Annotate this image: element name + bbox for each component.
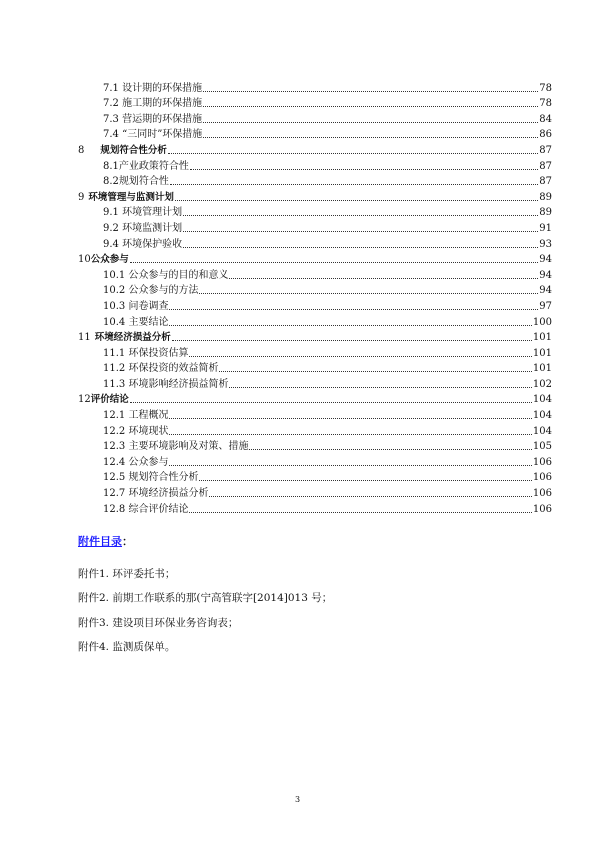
toc-dot-leader <box>130 402 532 403</box>
toc-entry-label <box>103 176 169 188</box>
toc-entry-title: 12.1 工程概况 <box>103 410 169 422</box>
toc-entry-title: 12.4 公众参与 <box>103 456 169 468</box>
toc-dot-leader <box>170 184 538 185</box>
toc-entry-label <box>103 239 182 251</box>
toc-entry-page: 104 <box>532 425 552 437</box>
toc-entry-number: 9 <box>78 191 85 203</box>
toc-entry-title: 规划符合性分析 <box>100 144 167 156</box>
toc-dot-leader <box>172 340 532 341</box>
toc-dot-leader <box>190 169 538 170</box>
toc-entry-page: 104 <box>532 410 552 422</box>
toc-entry-page: 101 <box>532 363 552 375</box>
toc-dot-leader <box>203 91 538 92</box>
appendix-item: 附件4. 监测质保单。 <box>78 640 176 653</box>
toc-entry-page: 100 <box>532 316 552 328</box>
toc-entry-page: 93 <box>539 238 552 250</box>
toc-entry-page: 97 <box>539 300 552 312</box>
toc-entry[interactable] <box>78 469 552 485</box>
toc-entry-page: 89 <box>539 207 552 219</box>
toc-entry-label <box>78 394 129 406</box>
toc-entry[interactable] <box>78 453 552 469</box>
toc-entry[interactable] <box>78 344 552 360</box>
toc-entry-title: 评价结论 <box>90 394 129 406</box>
toc-entry[interactable] <box>78 95 552 111</box>
toc-entry[interactable] <box>78 157 552 173</box>
toc-entry[interactable] <box>78 406 552 422</box>
toc-entry-page: 94 <box>539 254 552 266</box>
toc-entry-title: 9.4 环境保护验收 <box>103 238 183 250</box>
toc-entry-page: 104 <box>532 394 552 406</box>
toc-entry[interactable] <box>78 79 552 95</box>
toc-entry-page: 84 <box>539 113 552 125</box>
toc-entry-page: 105 <box>532 441 552 453</box>
toc-entry-label <box>103 317 168 329</box>
toc-entry[interactable] <box>78 173 552 189</box>
toc-entry-title: 7.3 营运期的环保措施 <box>103 113 203 125</box>
toc-dot-leader <box>203 122 538 123</box>
toc-entry-page: 106 <box>532 488 552 500</box>
toc-entry[interactable] <box>78 204 552 220</box>
toc-entry-title: 10.2 公众参与的方法 <box>103 285 199 297</box>
toc-entry[interactable] <box>78 329 552 345</box>
toc-entry-page: 86 <box>539 129 552 141</box>
toc-dot-leader <box>175 200 538 201</box>
toc-entry-label <box>103 161 189 173</box>
toc-entry-page: 94 <box>539 285 552 297</box>
toc-entry-page: 87 <box>539 160 552 172</box>
toc-dot-leader <box>183 215 538 216</box>
toc-entry-title: 9.1 环境管理计划 <box>103 207 183 219</box>
toc-dot-leader <box>249 449 531 450</box>
toc-entry-label <box>103 129 202 141</box>
toc-dot-leader <box>169 418 531 419</box>
toc-entry-title: 8.2规划符合性 <box>103 176 169 188</box>
toc-dot-leader <box>130 262 539 263</box>
toc-entry-label <box>103 114 202 126</box>
toc-entry-title: 11.2 环保投资的效益简析 <box>103 363 219 375</box>
toc-entry-label <box>103 83 202 95</box>
toc-entry-page: 94 <box>539 269 552 281</box>
toc-entry-label <box>103 457 168 469</box>
toc-dot-leader <box>169 465 531 466</box>
toc-entry-label <box>103 270 228 282</box>
toc-entry-title: 环境管理与监测计划 <box>88 191 174 203</box>
toc-entry-page: 106 <box>532 472 552 484</box>
toc-dot-leader <box>219 371 531 372</box>
toc-entry[interactable] <box>78 484 552 500</box>
toc-entry-title: 12.5 规划符合性分析 <box>103 472 199 484</box>
table-of-contents <box>78 79 552 516</box>
toc-entry[interactable] <box>78 266 552 282</box>
toc-entry-label <box>103 348 188 360</box>
toc-entry-page: 78 <box>539 98 552 110</box>
toc-entry-label <box>103 98 202 110</box>
toc-dot-leader <box>203 137 538 138</box>
toc-entry-page: 101 <box>532 347 552 359</box>
toc-entry-label <box>78 332 171 344</box>
toc-entry-title: 10.1 公众参与的目的和意义 <box>103 269 229 281</box>
toc-entry-page: 87 <box>539 176 552 188</box>
toc-entry-page: 87 <box>539 144 552 156</box>
toc-entry[interactable] <box>78 422 552 438</box>
toc-entry-label <box>103 285 198 297</box>
toc-entry-title: 7.2 施工期的环保措施 <box>103 98 203 110</box>
toc-entry[interactable] <box>78 282 552 298</box>
toc-entry-page: 101 <box>532 332 552 344</box>
toc-entry-title: 12.2 环境现状 <box>103 425 169 437</box>
appendix-item: 附件2. 前期工作联系的那(宁高管联字[2014]013 号； <box>78 592 333 605</box>
toc-entry[interactable] <box>78 141 552 157</box>
toc-entry-label <box>103 488 208 500</box>
toc-entry-number: 11 <box>78 332 91 344</box>
appendix-item: 附件3. 建设项目环保业务咨询表； <box>78 616 239 629</box>
toc-entry[interactable] <box>78 500 552 516</box>
toc-entry-label <box>78 192 174 204</box>
toc-entry[interactable] <box>78 235 552 251</box>
toc-dot-leader <box>229 278 538 279</box>
toc-entry-title: 7.1 设计期的环保措施 <box>103 82 203 94</box>
toc-entry-title: 11.3 环境影响经济损益简析 <box>103 378 229 390</box>
toc-entry-title: 12.7 环境经济损益分析 <box>103 488 209 500</box>
appendix-heading <box>78 533 133 549</box>
toc-entry-label <box>103 410 168 422</box>
toc-entry-title: 8.1产业政策符合性 <box>103 160 189 172</box>
toc-dot-leader <box>183 231 538 232</box>
toc-dot-leader <box>229 387 531 388</box>
toc-entry[interactable] <box>78 297 552 313</box>
toc-entry[interactable] <box>78 391 552 407</box>
toc-dot-leader <box>169 325 531 326</box>
toc-entry-label <box>78 145 167 157</box>
toc-dot-leader <box>199 480 531 481</box>
toc-entry-title: 10.3 问卷调查 <box>103 300 169 312</box>
toc-entry-title: 环境经济损益分析 <box>94 332 171 344</box>
toc-dot-leader <box>189 356 531 357</box>
toc-entry-page: 106 <box>532 503 552 515</box>
toc-entry-title: 7.4 “三同时”环保措施 <box>103 129 203 141</box>
toc-entry-label <box>103 207 182 219</box>
toc-entry-label <box>103 441 248 453</box>
toc-entry-label <box>103 504 188 516</box>
toc-entry-label <box>103 379 228 391</box>
toc-dot-leader <box>169 309 538 310</box>
toc-dot-leader <box>169 434 531 435</box>
toc-entry-title: 11.1 环保投资估算 <box>103 347 189 359</box>
toc-entry-number: 12 <box>78 394 91 406</box>
toc-entry-label <box>103 472 198 484</box>
toc-entry-title: 10.4 主要结论 <box>103 316 169 328</box>
toc-dot-leader <box>209 496 531 497</box>
toc-dot-leader <box>183 247 538 248</box>
toc-entry-page: 78 <box>539 82 552 94</box>
toc-entry[interactable] <box>78 219 552 235</box>
appendix-item: 附件1. 环评委托书； <box>78 568 176 580</box>
toc-entry-label <box>103 426 168 438</box>
page-number: 3 <box>294 795 301 804</box>
toc-entry-number: 8 <box>78 144 85 156</box>
toc-entry-page: 102 <box>532 378 552 390</box>
toc-entry-title: 公众参与 <box>90 254 129 266</box>
toc-dot-leader <box>168 153 538 154</box>
toc-dot-leader <box>199 293 538 294</box>
toc-entry[interactable] <box>78 251 552 267</box>
toc-entry-label <box>103 363 218 375</box>
toc-entry[interactable] <box>78 110 552 126</box>
appendix-list <box>78 568 332 665</box>
toc-entry[interactable] <box>78 313 552 329</box>
toc-entry-label <box>103 223 182 235</box>
toc-entry-page: 89 <box>539 191 552 203</box>
toc-entry[interactable] <box>78 438 552 454</box>
toc-entry-title: 12.8 综合评价结论 <box>103 503 189 515</box>
toc-entry-label <box>78 254 129 266</box>
toc-entry-title: 9.2 环境监测计划 <box>103 222 183 234</box>
toc-entry[interactable] <box>78 375 552 391</box>
toc-dot-leader <box>189 512 531 513</box>
toc-entry-page: 106 <box>532 456 552 468</box>
toc-entry-title: 12.3 主要环境影响及对策、措施 <box>103 441 249 453</box>
toc-entry-number: 10 <box>78 254 91 266</box>
toc-entry[interactable] <box>78 360 552 376</box>
appendix-title-colon: ： <box>122 535 133 548</box>
toc-dot-leader <box>203 106 538 107</box>
toc-entry-label <box>103 301 168 313</box>
appendix-title-link[interactable]: 附件目录 <box>78 535 122 548</box>
toc-entry[interactable] <box>78 126 552 142</box>
toc-entry-page: 91 <box>539 222 552 234</box>
toc-entry[interactable] <box>78 188 552 204</box>
